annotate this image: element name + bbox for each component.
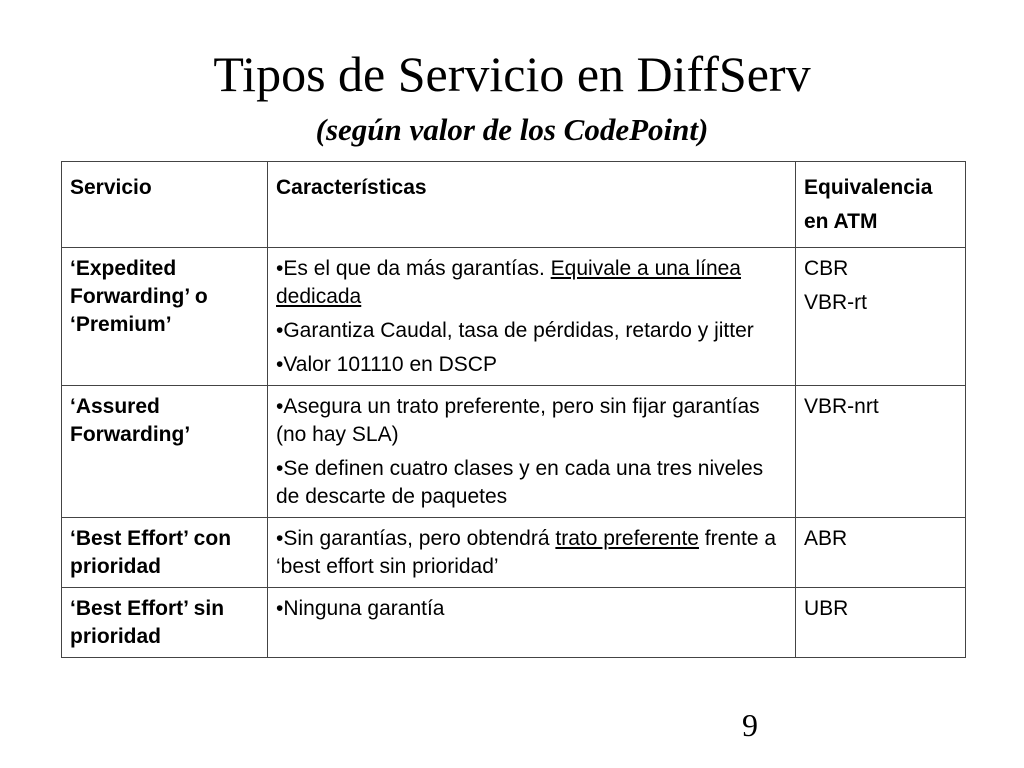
feature-text: frente a ‘best effort sin prioridad’ xyxy=(276,527,777,578)
table-row xyxy=(62,588,966,658)
atm-equivalence-cell xyxy=(796,386,966,518)
slide-subtitle: (según valor de los CodePoint) xyxy=(315,112,709,147)
feature-text: •Sin garantías, pero obtendrá xyxy=(276,527,556,550)
service-name-cell: ‘Best Effort’ sin prioridad xyxy=(62,588,268,658)
feature-text: •Es el que da más garantías. xyxy=(276,257,551,280)
underlined-text: Equivale a una línea dedicada xyxy=(276,257,741,308)
atm-class: UBR xyxy=(804,597,849,620)
feature-text: •Ninguna garantía xyxy=(276,597,445,620)
atm-class: ABR xyxy=(804,527,848,550)
table-row xyxy=(62,386,966,518)
feature-bullet xyxy=(276,317,787,345)
slide-title: Tipos de Servicio en DiffServ xyxy=(213,46,811,102)
features-cell xyxy=(268,518,796,588)
feature-bullet xyxy=(276,351,787,379)
table-header-row xyxy=(62,162,966,248)
feature-text: •Garantiza Caudal, tasa de pérdidas, retardo y jitter xyxy=(276,319,754,342)
service-name-cell: ‘Assured Forwarding’ xyxy=(62,386,268,518)
atm-equivalence-cell xyxy=(796,588,966,658)
page-number: 9 xyxy=(742,707,758,743)
table-row xyxy=(62,248,966,386)
table-row xyxy=(62,518,966,588)
atm-class: CBR xyxy=(804,257,849,280)
feature-bullet xyxy=(276,525,787,581)
header-servicio: Servicio xyxy=(62,162,268,248)
table-body xyxy=(62,248,966,658)
service-name-cell: ‘Expedited Forwarding’ o ‘Premium’ xyxy=(62,248,268,386)
atm-class: VBR-nrt xyxy=(804,395,879,418)
service-name-cell: ‘Best Effort’ con prioridad xyxy=(62,518,268,588)
feature-text: •Valor 101110 en DSCP xyxy=(276,353,497,376)
features-cell xyxy=(268,386,796,518)
diffserv-services-table xyxy=(61,161,966,658)
atm-class: VBR-rt xyxy=(804,291,867,314)
feature-bullet xyxy=(276,455,787,511)
feature-text: •Asegura un trato preferente, pero sin fijar garantías (no hay SLA) xyxy=(276,395,760,446)
feature-bullet xyxy=(276,595,787,623)
feature-text: •Se definen cuatro clases y en cada una tres niveles de descarte de paquetes xyxy=(276,457,764,508)
feature-bullet xyxy=(276,255,787,311)
atm-equivalence-cell xyxy=(796,248,966,386)
underlined-text: trato preferente xyxy=(555,527,699,550)
atm-equivalence-cell xyxy=(796,518,966,588)
header-equivalencia-atm: Equivalencia en ATM xyxy=(796,162,966,248)
features-cell xyxy=(268,248,796,386)
header-caracteristicas: Características xyxy=(268,162,796,248)
features-cell xyxy=(268,588,796,658)
feature-bullet xyxy=(276,393,787,449)
